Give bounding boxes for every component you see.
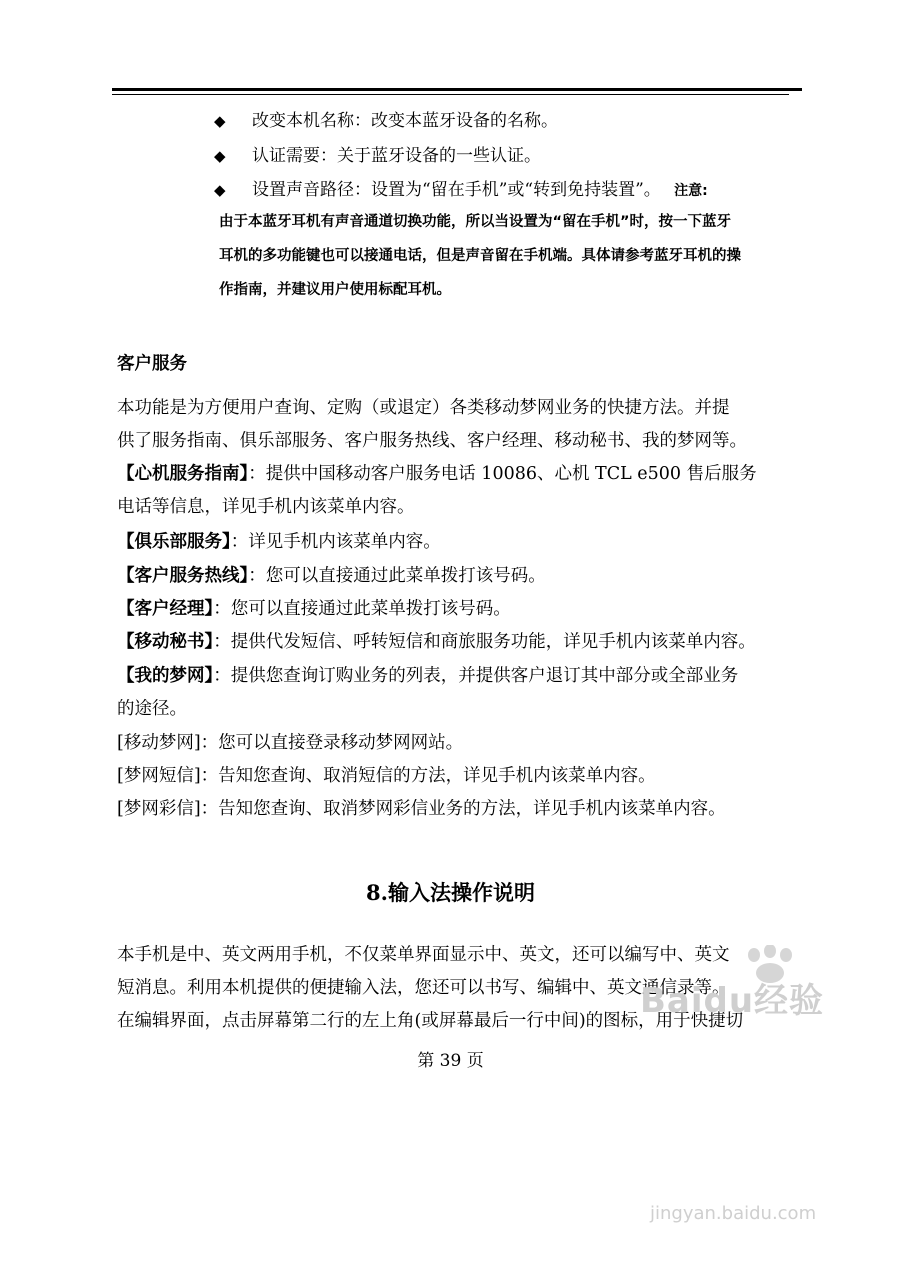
heading-customer-service: 客户服务 xyxy=(117,354,187,374)
service-item: 【俱乐部服务】：详见手机内该菜单内容。 xyxy=(117,532,441,552)
paragraph-line: 本手机是中、英文两用手机，不仅菜单界面显示中、英文，还可以编写中、英文 xyxy=(117,945,730,965)
note-line: 作指南，并建议用户使用标配耳机。 xyxy=(219,282,451,298)
service-item-cont: 的途径。 xyxy=(117,699,187,719)
bullet-item: ◆ 改变本机名称：改变本蓝牙设备的名称。 xyxy=(214,111,558,131)
sub-item: [梦网彩信]：告知您查询、取消梦网彩信业务的方法，详见手机内该菜单内容。 xyxy=(117,799,726,819)
note-line: 由于本蓝牙耳机有声音通道切换功能，所以当设置为“留在手机”时，按一下蓝牙 xyxy=(219,214,732,230)
paragraph-line: 本功能是为方便用户查询、定购（或退定）各类移动梦网业务的快捷方法。并提 xyxy=(117,398,730,418)
bullet-item: ◆ 设置声音路径：设置为“留在手机”或“转到免持装置”。 注意: xyxy=(214,180,708,200)
service-item: 【客户服务热线】：您可以直接通过此菜单拨打该号码。 xyxy=(117,566,546,586)
service-item: 【心机服务指南】：提供中国移动客户服务电话 10086、心机 TCL e500 售后服务 xyxy=(117,464,757,484)
note-label: 注意: xyxy=(674,183,708,199)
header-rule-thin xyxy=(112,94,789,95)
diamond-bullet-icon: ◆ xyxy=(214,147,226,165)
sub-item: [梦网短信]：告知您查询、取消短信的方法，详见手机内该菜单内容。 xyxy=(117,766,656,786)
section-title: 8.输入法操作说明 xyxy=(366,880,535,905)
diamond-bullet-icon: ◆ xyxy=(214,181,226,199)
paragraph-line: 短消息。利用本机提供的便捷输入法，您还可以书写、编辑中、英文通信录等。 xyxy=(117,978,730,998)
watermark-url: jingyan.baidu.com xyxy=(650,1203,817,1224)
paragraph-line: 供了服务指南、俱乐部服务、客户服务热线、客户经理、移动秘书、我的梦网等。 xyxy=(117,431,747,451)
service-item-cont: 电话等信息，详见手机内该菜单内容。 xyxy=(117,497,415,517)
service-item: 【移动秘书】：提供代发短信、呼转短信和商旅服务功能，详见手机内该菜单内容。 xyxy=(117,632,756,652)
diamond-bullet-icon: ◆ xyxy=(214,112,226,130)
sub-item: [移动梦网]：您可以直接登录移动梦网网站。 xyxy=(117,733,464,753)
header-rule xyxy=(112,88,802,91)
bullet-item: ◆ 认证需要：关于蓝牙设备的一些认证。 xyxy=(214,146,541,166)
service-item: 【客户经理】：您可以直接通过此菜单拨打该号码。 xyxy=(117,599,511,619)
note-line: 耳机的多功能键也可以接通电话，但是声音留在手机端。具体请参考蓝牙耳机的操 xyxy=(219,248,741,264)
watermark xyxy=(640,945,840,1235)
service-item: 【我的梦网】：提供您查询订购业务的列表，并提供客户退订其中部分或全部业务 xyxy=(117,666,739,686)
page-number: 第 39 页 xyxy=(417,1051,484,1071)
paragraph-line: 在编辑界面，点击屏幕第二行的左上角(或屏幕最后一行中间)的图标，用于快捷切 xyxy=(117,1011,744,1031)
watermark-logo: Baidu经验 xyxy=(640,981,825,1021)
